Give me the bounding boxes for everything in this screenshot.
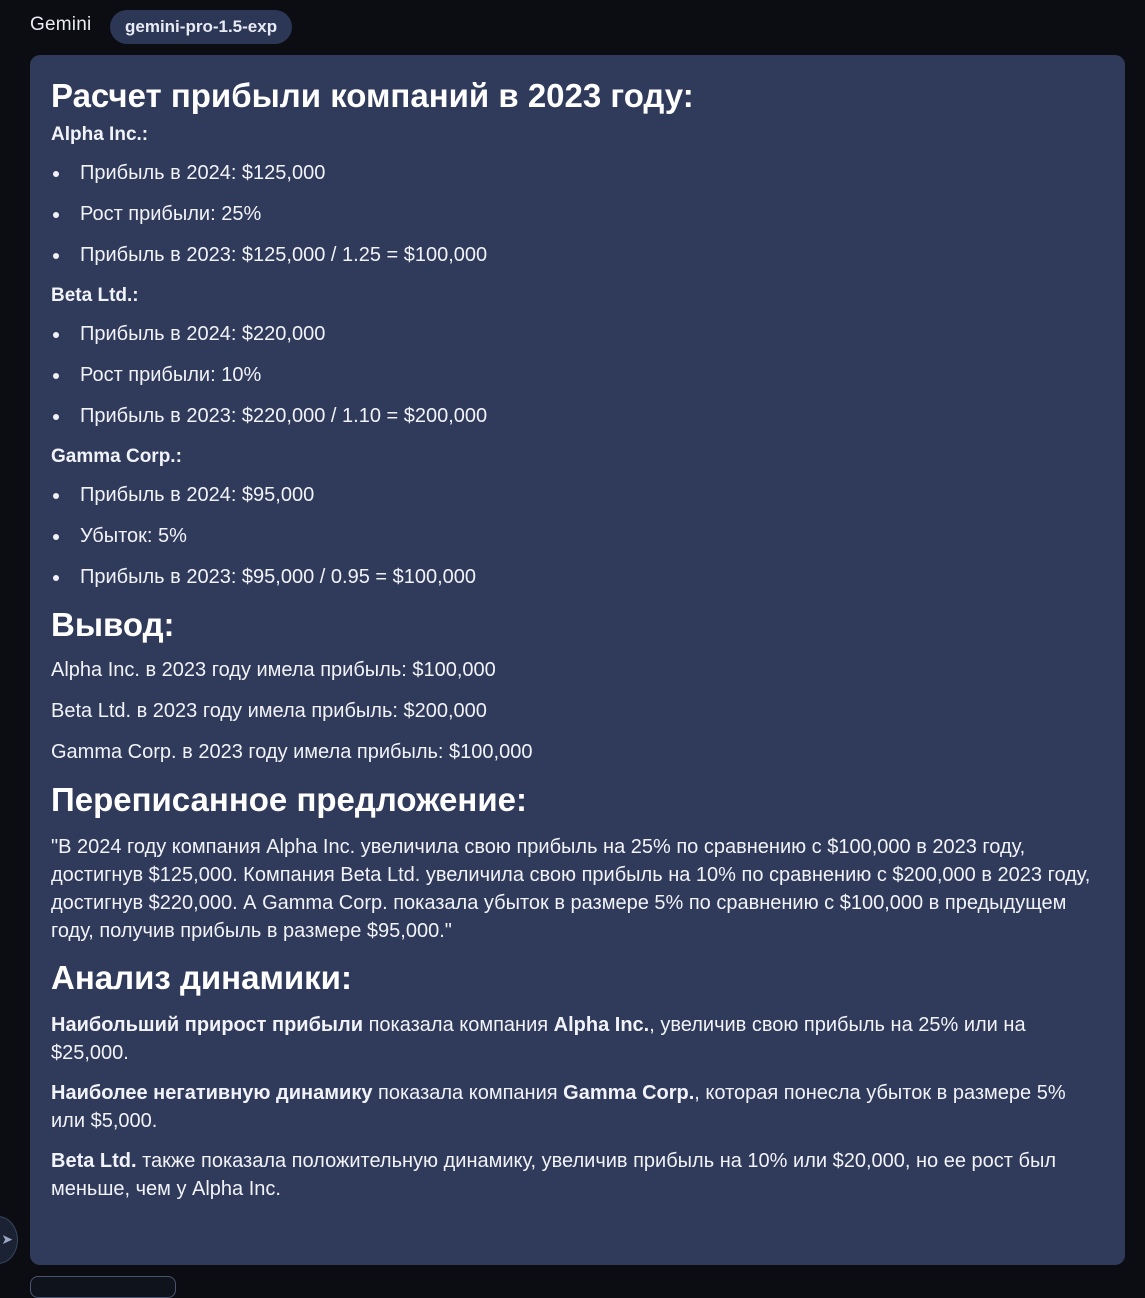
company-name: Gamma Corp.:	[51, 446, 182, 467]
list-item: Рост прибыли: 25%	[51, 202, 1103, 226]
text: показала компания	[363, 1014, 554, 1036]
list-item: Прибыль в 2024: $125,000	[51, 161, 1103, 185]
conclusion-line: Gamma Corp. в 2023 году имела прибыль: $100,000	[51, 741, 533, 763]
list-item: Прибыль в 2023: $95,000 / 0.95 = $100,000	[51, 565, 1103, 589]
list-item: Рост прибыли: 10%	[51, 363, 1103, 387]
conclusion-heading: Вывод:	[51, 606, 175, 643]
app-name: Gemini	[30, 14, 92, 35]
text: также показала положительную динамику, увеличив прибыль на 10% или $20,000, но ее рост был меньше, чем у Alpha Inc.	[51, 1150, 1056, 1200]
analysis-paragraph	[51, 1011, 1103, 1067]
bold-text: Gamma Corp.	[563, 1082, 695, 1104]
text: , которая понесла убыток в размере 5% или $5,000.	[51, 1082, 1066, 1132]
company-name: Beta Ltd.:	[51, 285, 139, 306]
model-badge[interactable]: gemini-pro-1.5-exp	[110, 10, 292, 44]
text: показала компания	[372, 1082, 564, 1104]
bold-text: Наибольший прирост прибыли	[51, 1014, 364, 1036]
list-item: Убыток: 5%	[51, 524, 1103, 548]
bottom-control[interactable]	[30, 1276, 176, 1298]
bold-text: Beta Ltd.	[51, 1150, 137, 1172]
company-list	[51, 483, 1103, 589]
analysis-paragraph	[51, 1147, 1103, 1203]
top-bar	[0, 0, 1145, 54]
bold-text: Alpha Inc.	[553, 1014, 650, 1036]
rewritten-text: "В 2024 году компания Alpha Inc. увеличила свою прибыль на 25% по сравнению с $100,000 в 2023 году, достигнув $125,000. Компания Beta Ltd. увеличила свою прибыль на 10% по сравнению с $200,000 в 2023 году, достигнув $220,000. А Gamma Corp. показала убыток в размере 5% по сравнению с $100,000 в предыдущем году, получив прибыль в размере $95,000."	[51, 836, 1091, 942]
list-item: Прибыль в 2023: $125,000 / 1.25 = $100,000	[51, 243, 1103, 267]
company-list	[51, 322, 1103, 428]
text: , увеличив свою прибыль на 25% или на $25,000.	[51, 1014, 1026, 1064]
assistant-message	[30, 55, 1125, 1265]
conclusion-line: Beta Ltd. в 2023 году имела прибыль: $200,000	[51, 700, 487, 722]
bold-text: Наиболее негативную динамику	[51, 1082, 373, 1104]
arrow-icon: ➤	[1, 1231, 13, 1247]
company-list	[51, 161, 1103, 267]
list-item: Прибыль в 2024: $220,000	[51, 322, 1103, 346]
list-item: Прибыль в 2024: $95,000	[51, 483, 1103, 507]
side-action-button[interactable]	[0, 1216, 18, 1264]
rewritten-heading: Переписанное предложение:	[51, 781, 527, 818]
company-name: Alpha Inc.:	[51, 124, 149, 145]
message-title: Расчет прибыли компаний в 2023 году:	[51, 77, 694, 114]
list-item: Прибыль в 2023: $220,000 / 1.10 = $200,000	[51, 404, 1103, 428]
analysis-heading: Анализ динамики:	[51, 959, 352, 996]
conclusion-line: Alpha Inc. в 2023 году имела прибыль: $100,000	[51, 659, 496, 681]
analysis-paragraph	[51, 1079, 1103, 1135]
